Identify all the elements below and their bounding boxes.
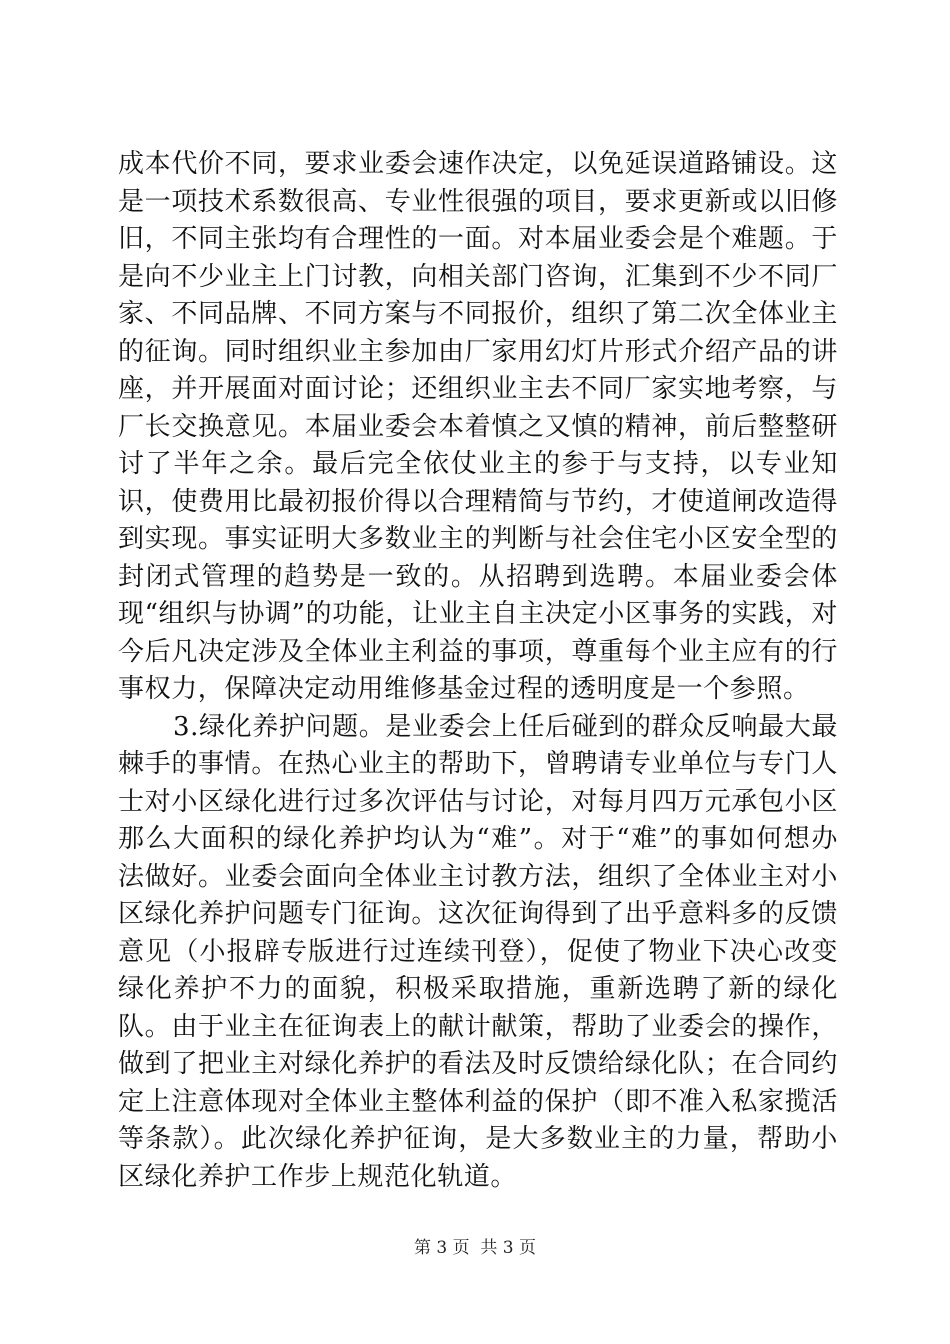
paragraph-greening-maintenance: 3.绿化养护问题。是业委会上任后碰到的群众反响最大最棘手的事情。在热心业主的帮助下，曾聘请专业单位与专门人士对小区绿化进行过多次评估与讨论，对每月四万元承包小区那么大面积的绿化养护均认为“难”。对于“难”的事如何想办法做好。业委会面向全体业主讨教方法，组织了全体业主对小区绿化养护问题专门征询。这次征询得到了出乎意料多的反馈意见（小报辟专版进行过连续刊登），促使了物业下决心改变绿化养护不力的面貌，积极采取措施，重新选聘了新的绿化队。由于业主在征询表上的献计献策，帮助了业委会的操作，做到了把业主对绿化养护的看法及时反馈给绿化队；在合同约定上注意体现对全体业主整体利益的保护（即不准入私家揽活等条款）。此次绿化养护征询，是大多数业主的力量，帮助小区绿化养护工作步上规范化轨道。 (118, 711, 838, 1192)
paragraph-road-gate: 成本代价不同，要求业委会速作决定，以免延误道路铺设。这是一项技术系数很高、专业性很强的项目，要求更新或以旧修旧，不同主张均有合理性的一面。对本届业委会是个难题。于是向不少业主上门讨教，向相关部门咨询，汇集到不少不同厂家、不同品牌、不同方案与不同报价，组织了第二次全体业主的征询。同时组织业主参加由厂家用幻灯片形式介绍产品的讲座，并开展面对面讨论；还组织业主去不同厂家实地考察，与厂长交换意见。本届业委会本着慎之又慎的精神，前后整整研讨了半年之余。最后完全依仗业主的参于与支持，以专业知识，使费用比最初报价得以合理精简与节约，才使道闸改造得到实现。事实证明大多数业主的判断与社会住宅小区安全型的封闭式管理的趋势是一致的。从招聘到选聘。本届业委会体现“组织与协调”的功能，让业主自主决定小区事务的实践，对今后凡决定涉及全体业主利益的事项，尊重每个业主应有的行事权力，保障决定动用维修基金过程的透明度是一个参照。 (118, 149, 838, 704)
page-number-footer: 第 3 页 共 3 页 (413, 1238, 537, 1258)
document-body (118, 146, 838, 1196)
